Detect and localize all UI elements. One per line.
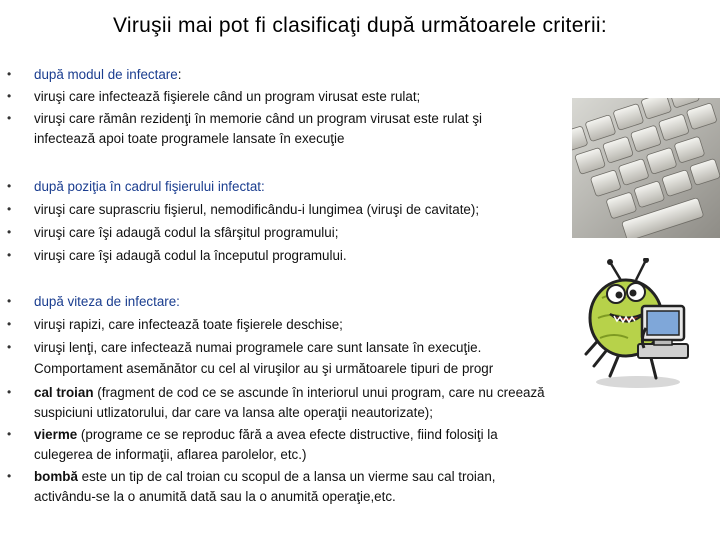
- malware-item-worm: [34, 426, 498, 443]
- section2-line: viruşi care îşi adaugă codul la începutul programului.: [34, 248, 347, 263]
- bullet: •: [7, 225, 12, 239]
- section2-header: după poziţia în cadrul fişierului infectat:: [34, 179, 265, 194]
- slide-title: Viruşii mai pot fi clasificaţi după următoarele criterii:: [112, 14, 608, 37]
- malware-item-bomb: [34, 468, 496, 485]
- keyboard-photo: [572, 98, 720, 238]
- malware-desc: (fragment de cod ce se ascunde în interiorul unui program, care nu creează: [93, 385, 545, 400]
- malware-term: bombă: [34, 469, 78, 484]
- bullet: •: [7, 340, 12, 354]
- section1-header-tail: :: [177, 67, 182, 82]
- bullet: •: [7, 294, 12, 308]
- malware-term: cal troian: [34, 385, 94, 400]
- section1-line: viruşi care infectează fişierele când un program virusat este rulat;: [34, 89, 421, 104]
- malware-item-cont: suspiciuni utlizatorului, dar care va lansa alte operaţii neautorizate);: [34, 405, 433, 420]
- bullet: •: [7, 67, 12, 81]
- bullet: •: [7, 111, 12, 125]
- virus-bug-illustration: [580, 258, 692, 390]
- section2-line: viruşi care îşi adaugă codul la sfârşitul programului;: [34, 225, 339, 240]
- malware-desc: este un tip de cal troian cu scopul de a lansa un vierme sau cal troian,: [77, 469, 496, 484]
- bullet: •: [7, 179, 12, 193]
- bullet: •: [7, 317, 12, 331]
- malware-term: vierme: [34, 427, 78, 442]
- bullet: •: [7, 89, 12, 103]
- bullet: •: [7, 385, 12, 399]
- bullet: •: [7, 202, 12, 216]
- section1-header: [34, 66, 181, 83]
- section1-line: infectează apoi toate programele lansate în execuţie: [34, 131, 345, 146]
- section3-line: Comportament asemănător cu cel al viruşilor au şi următoarele tipuri de progr: [34, 361, 494, 376]
- bullet: •: [7, 427, 12, 441]
- malware-item-cont: culegerea de informaţii, aflarea parolelor, etc.): [34, 447, 307, 462]
- section1-line: viruşi care rămân rezidenţi în memorie când un program virusat este rulat şi: [34, 111, 483, 126]
- section2-line: viruşi care suprascriu fişierul, nemodificându-i lungimea (viruşi de cavitate);: [34, 202, 480, 217]
- bullet: •: [7, 248, 12, 262]
- section3-line: viruşi rapizi, care infectează toate fişierele deschise;: [34, 317, 343, 332]
- section3-line: viruşi lenţi, care infectează numai programele care sunt lansate în execuţie.: [34, 340, 482, 355]
- malware-item-trojan: [34, 384, 545, 401]
- bullet: •: [7, 469, 12, 483]
- malware-item-cont: activându-se la o anumită dată sau la o anumită operaţie,etc.: [34, 489, 396, 504]
- section3-header: după viteza de infectare:: [34, 294, 180, 309]
- malware-desc: (programe ce se reproduc fără a avea efecte distructive, fiind folosiţi la: [77, 427, 498, 442]
- section1-header-text: după modul de infectare: [34, 67, 178, 82]
